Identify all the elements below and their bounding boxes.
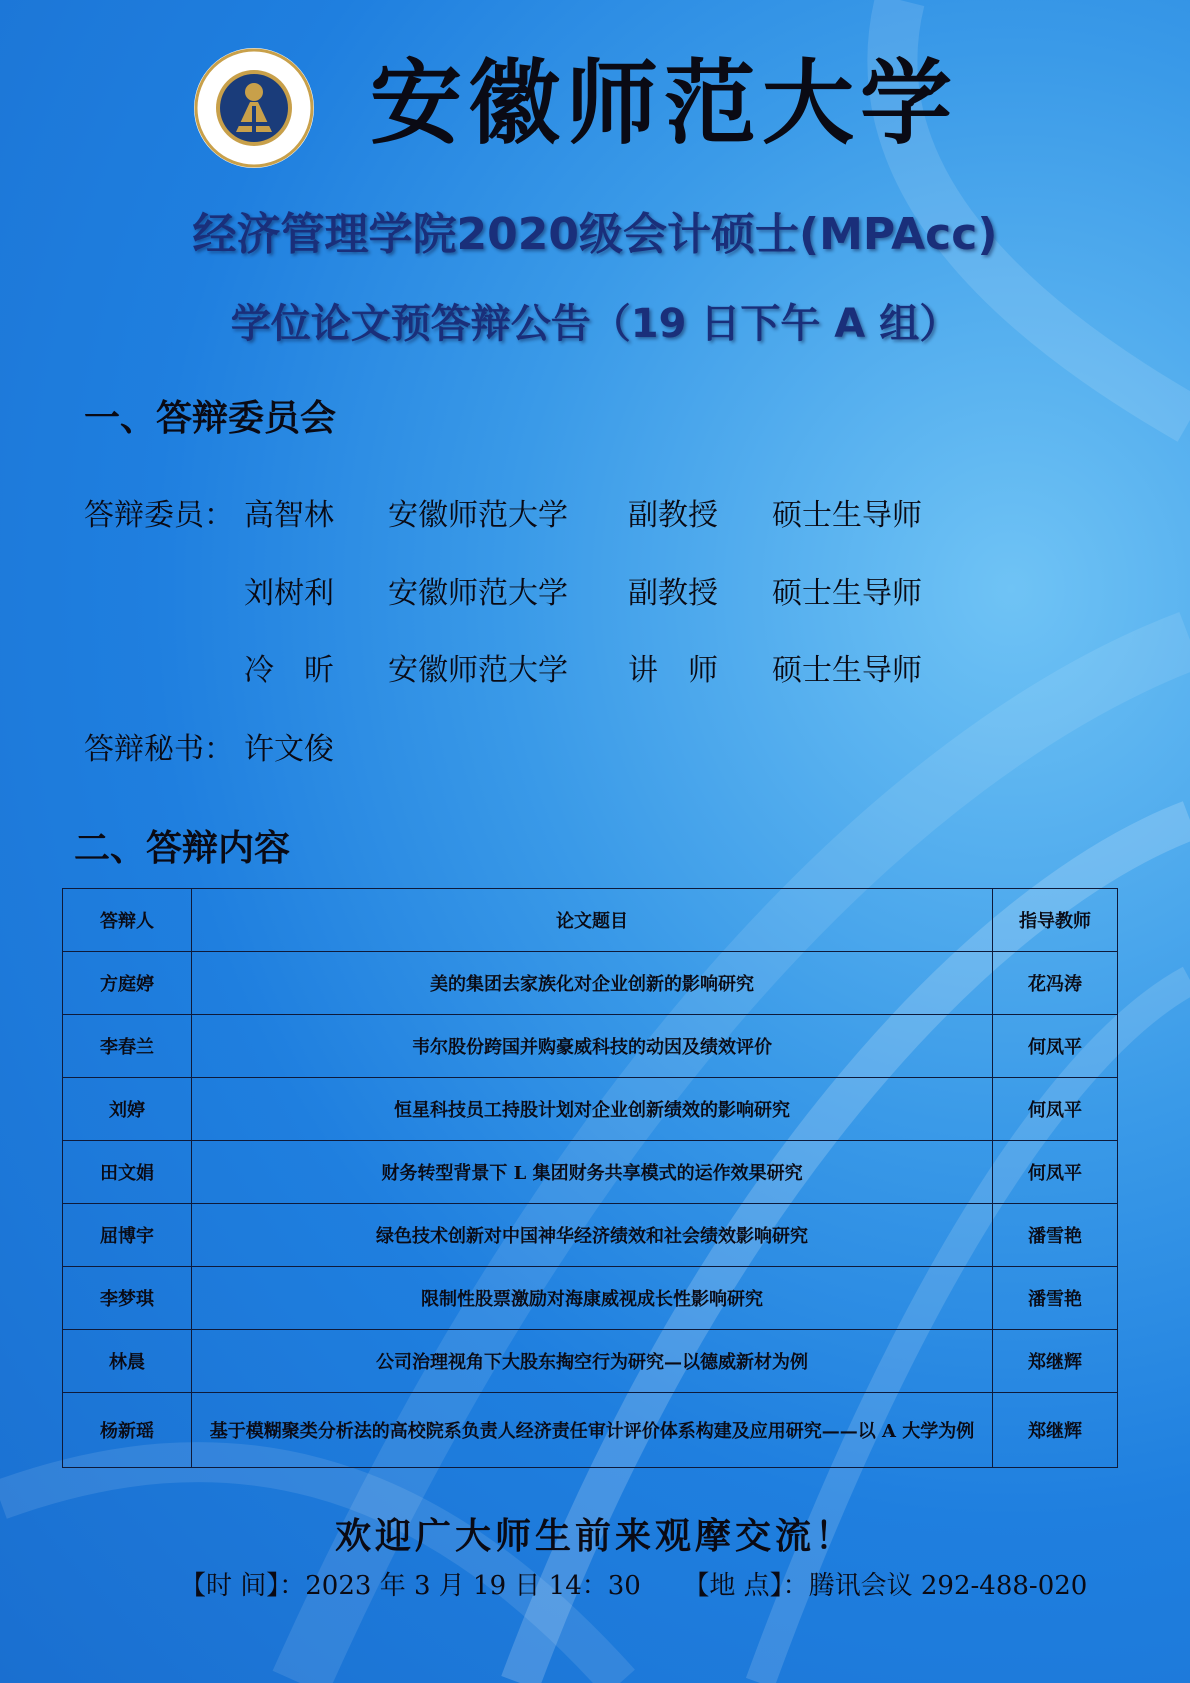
thesis-title-cell: 韦尔股份跨国并购豪威科技的动因及绩效评价: [192, 1015, 993, 1078]
table-row: [63, 952, 1118, 1015]
thesis-title-cell: 限制性股票激励对海康威视成长性影响研究: [192, 1267, 993, 1330]
committee-member-name: 刘树利: [244, 576, 334, 611]
table-row: [63, 1330, 1118, 1393]
advisor-cell: 花冯涛: [993, 952, 1118, 1015]
committee-member-name: 冷 昕: [244, 653, 334, 688]
secretary-name: 许文俊: [244, 732, 334, 767]
committee-members-label: 答辩委员：: [84, 498, 234, 533]
university-logo: [192, 46, 316, 170]
column-header-student: 答辩人: [63, 889, 192, 952]
thesis-title-cell: 基于模糊聚类分析法的高校院系负责人经济责任审计评价体系构建及应用研究——以 A 大学为例: [192, 1393, 993, 1468]
table-row: [63, 1015, 1118, 1078]
time-value: ：2023 年 3 月 19 日 14：30: [279, 1571, 641, 1601]
committee-member-role: 硕士生导师: [772, 576, 922, 611]
university-seal-icon: [192, 46, 316, 170]
student-cell: 李梦琪: [63, 1267, 192, 1330]
advisor-cell: 何凤平: [993, 1141, 1118, 1204]
student-cell: 田文娟: [63, 1141, 192, 1204]
advisor-cell: 何凤平: [993, 1015, 1118, 1078]
content-heading: 二、答辩内容: [74, 828, 291, 869]
thesis-title-cell: 绿色技术创新对中国神华经济绩效和社会绩效影响研究: [192, 1204, 993, 1267]
student-cell: 李春兰: [63, 1015, 192, 1078]
place-label: 【地 点】: [683, 1571, 783, 1601]
thesis-title-cell: 财务转型背景下 L 集团财务共享模式的运作效果研究: [192, 1141, 993, 1204]
committee-member-rank: 副教授: [628, 498, 718, 533]
thesis-title-cell: 美的集团去家族化对企业创新的影响研究: [192, 952, 993, 1015]
student-cell: 林晨: [63, 1330, 192, 1393]
committee-member-institution: 安徽师范大学: [388, 576, 568, 611]
table-row: [63, 1393, 1118, 1468]
committee-member-institution: 安徽师范大学: [388, 498, 568, 533]
advisor-cell: 郑继辉: [993, 1393, 1118, 1468]
committee-member-name: 高智林: [244, 498, 334, 533]
advisor-cell: 潘雪艳: [993, 1267, 1118, 1330]
column-header-advisor: 指导教师: [993, 889, 1118, 952]
table-row: [63, 1141, 1118, 1204]
student-cell: 方庭婷: [63, 952, 192, 1015]
table-header-row: [63, 889, 1118, 952]
announcement-title: 经济管理学院2020级会计硕士(MPAcc): [192, 209, 998, 260]
committee-member-rank: 副教授: [628, 576, 718, 611]
committee-member-role: 硕士生导师: [772, 498, 922, 533]
committee-member-role: 硕士生导师: [772, 653, 922, 688]
announcement-subtitle: 学位论文预答辩公告（19 日下午 A 组）: [230, 301, 960, 347]
committee-member-rank: 讲 师: [628, 653, 718, 688]
place-value: ：腾讯会议 292-488-020: [782, 1571, 1088, 1601]
advisor-cell: 郑继辉: [993, 1330, 1118, 1393]
defense-schedule-table: [62, 888, 1118, 1468]
thesis-title-cell: 恒星科技员工持股计划对企业创新绩效的影响研究: [192, 1078, 993, 1141]
footer-info: [180, 1565, 1087, 1602]
secretary-label: 答辩秘书：: [84, 732, 234, 767]
advisor-cell: 何凤平: [993, 1078, 1118, 1141]
table-row: [63, 1204, 1118, 1267]
welcome-message: 欢迎广大师生前来观摩交流！: [334, 1515, 855, 1557]
table-row: [63, 1267, 1118, 1330]
committee-heading: 一、答辩委员会: [84, 398, 337, 439]
time-label: 【时 间】: [180, 1571, 280, 1601]
student-cell: 刘婷: [63, 1078, 192, 1141]
advisor-cell: 潘雪艳: [993, 1204, 1118, 1267]
committee-member-institution: 安徽师范大学: [388, 653, 568, 688]
table-row: [63, 1078, 1118, 1141]
thesis-title-cell: 公司治理视角下大股东掏空行为研究—以德威新材为例: [192, 1330, 993, 1393]
column-header-title: 论文题目: [192, 889, 993, 952]
student-cell: 杨新瑶: [63, 1393, 192, 1468]
student-cell: 屈博宇: [63, 1204, 192, 1267]
university-name: 安徽师范大学: [370, 49, 959, 157]
